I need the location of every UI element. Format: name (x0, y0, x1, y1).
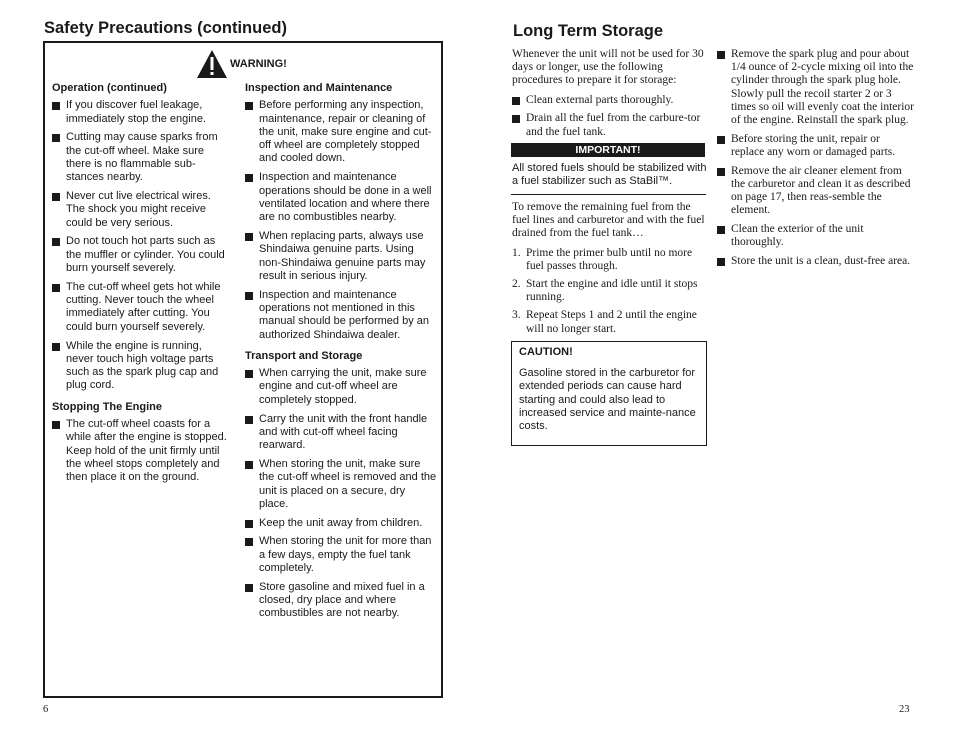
bullet-square-icon (245, 461, 253, 469)
bullet-square-icon (512, 115, 520, 123)
bullet-square-icon (52, 134, 60, 142)
bullet-item: When replacing parts, always use Shindaiwa genuine parts. Using non-Shindaiwa genuine parts may result in serious injury. (245, 230, 437, 283)
bullet-square-icon (52, 284, 60, 292)
section-title: Stopping The Engine (52, 400, 162, 413)
bullet-item: Remove the spark plug and pour about 1/4 ounce of 2-cycle mixing oil into the cylinder through the spark plug hole. Slowly pull the recoil starter 2 or 3 times so oil will evenly coat the interior of the engine. Reinstall the spark plug. (717, 48, 915, 127)
divider (511, 194, 706, 195)
bullet-square-icon (245, 233, 253, 241)
bullet-square-icon (52, 343, 60, 351)
storage-steps (512, 201, 710, 341)
bullet-item: Inspection and maintenance operations not mentioned in this manual should be performed by an authorized Shindaiwa dealer. (245, 289, 437, 342)
bullet-square-icon (245, 520, 253, 528)
bullet-square-icon (717, 168, 725, 176)
bullet-item: Drain all the fuel from the carbure-tor and the fuel tank. (512, 112, 710, 138)
bullet-item: Remove the air cleaner element from the carburetor and clean it as described on page 17, then reas-semble the element. (717, 165, 915, 218)
bullet-item: Clean external parts thoroughly. (512, 94, 710, 107)
storage-column-2 (717, 48, 915, 274)
bullet-square-icon (245, 416, 253, 424)
bullet-item: Store the unit is a clean, dust-free area. (717, 255, 915, 268)
bullet-square-icon (245, 370, 253, 378)
left-column-2 (245, 82, 437, 626)
bullet-item: Store gasoline and mixed fuel in a closed, dry place and where combustibles are not nearby. (245, 581, 437, 621)
caution-text: Gasoline stored in the carburetor for extended periods can cause hard starting and could also lead to increased service and mainte-nance costs. (519, 367, 696, 433)
bullet-item: Do not touch hot parts such as the muffler or cylinder. You could burn yourself severely. (52, 235, 230, 275)
bullet-square-icon (512, 97, 520, 105)
bullet-item: When storing the unit for more than a few days, empty the fuel tank completely. (245, 535, 437, 575)
bullet-square-icon (52, 421, 60, 429)
bullet-square-icon (717, 136, 725, 144)
bullet-item: The cut-off wheel coasts for a while after the engine is stopped. Keep hold of the unit firmly until the wheel stops completely and then place it on the ground. (52, 418, 230, 484)
bullet-item: If you discover fuel leakage, immediately stop the engine. (52, 99, 230, 126)
page-heading-right: Long Term Storage (513, 22, 664, 40)
step-item: 1. Prime the primer bulb until no more fuel passes through. (512, 246, 693, 272)
step-item: 2. Start the engine and idle until it stops running. (512, 278, 698, 304)
bullet-item: When carrying the unit, make sure engine and cut-off wheel are completely stopped. (245, 367, 437, 407)
important-label: IMPORTANT! (511, 143, 705, 157)
bullet-item: Clean the exterior of the unit thoroughly. (717, 223, 915, 249)
bullet-item: Keep the unit away from children. (245, 517, 437, 530)
remove-paragraph: To remove the remaining fuel from the fuel lines and carburetor and with the fuel drained from the fuel tank… (512, 201, 705, 240)
page-number-right: 23 (899, 704, 910, 715)
bullet-square-icon (245, 292, 253, 300)
caution-label: CAUTION! (519, 346, 573, 358)
bullet-item: The cut-off wheel gets hot while cutting. Never touch the wheel immediately after cutting. You could burn yourself severely. (52, 281, 230, 334)
bullet-item: Before performing any inspection, maintenance, repair or cleaning of the unit, make sure engine and cut-off wheel are completely stopped and cooled down. (245, 99, 437, 165)
section-title: Transport and Storage (245, 349, 363, 362)
storage-column-1 (512, 48, 710, 144)
step-item: 3. Repeat Steps 1 and 2 until the engine will no longer start. (512, 309, 697, 335)
bullet-square-icon (245, 102, 253, 110)
bullet-item: Carry the unit with the front handle and with cut-off wheel facing rearward. (245, 413, 437, 453)
bullet-item: Inspection and maintenance operations should be done in a well ventilated location and where there are no combustibles nearby. (245, 171, 437, 224)
bullet-square-icon (52, 102, 60, 110)
caution-box (511, 341, 707, 446)
page-number-left: 6 (43, 704, 49, 715)
bullet-square-icon (717, 51, 725, 59)
important-text: All stored fuels should be stabilized with a fuel stabilizer such as StaBil™. (512, 162, 707, 188)
section-title: Inspection and Maintenance (245, 82, 393, 94)
bullet-square-icon (717, 226, 725, 234)
warning-triangle-icon (196, 49, 228, 79)
bullet-item: Never cut live electrical wires. The shock you might receive could be very serious. (52, 190, 230, 230)
bullet-item: Cutting may cause sparks from the cut-off wheel. Make sure there is no flammable sub-stances nearby. (52, 131, 230, 184)
left-column-1 (52, 82, 230, 490)
bullet-square-icon (717, 258, 725, 266)
bullet-square-icon (245, 584, 253, 592)
bullet-square-icon (245, 174, 253, 182)
section-title: Operation (continued) (52, 82, 167, 94)
page-heading-left: Safety Precautions (continued) (44, 19, 287, 37)
bullet-square-icon (52, 193, 60, 201)
bullet-item: Before storing the unit, repair or replace any worn or damaged parts. (717, 133, 915, 159)
bullet-item: When storing the unit, make sure the cut-off wheel is removed and the unit is placed on a secure, dry place. (245, 458, 437, 511)
intro-paragraph: Whenever the unit will not be used for 30 days or longer, use the following procedures to prepare it for storage: (512, 48, 704, 87)
bullet-item: While the engine is running, never touch high voltage parts such as the spark plug cap and plug cord. (52, 340, 230, 393)
warning-label: WARNING! (230, 58, 287, 70)
bullet-square-icon (245, 538, 253, 546)
bullet-square-icon (52, 238, 60, 246)
